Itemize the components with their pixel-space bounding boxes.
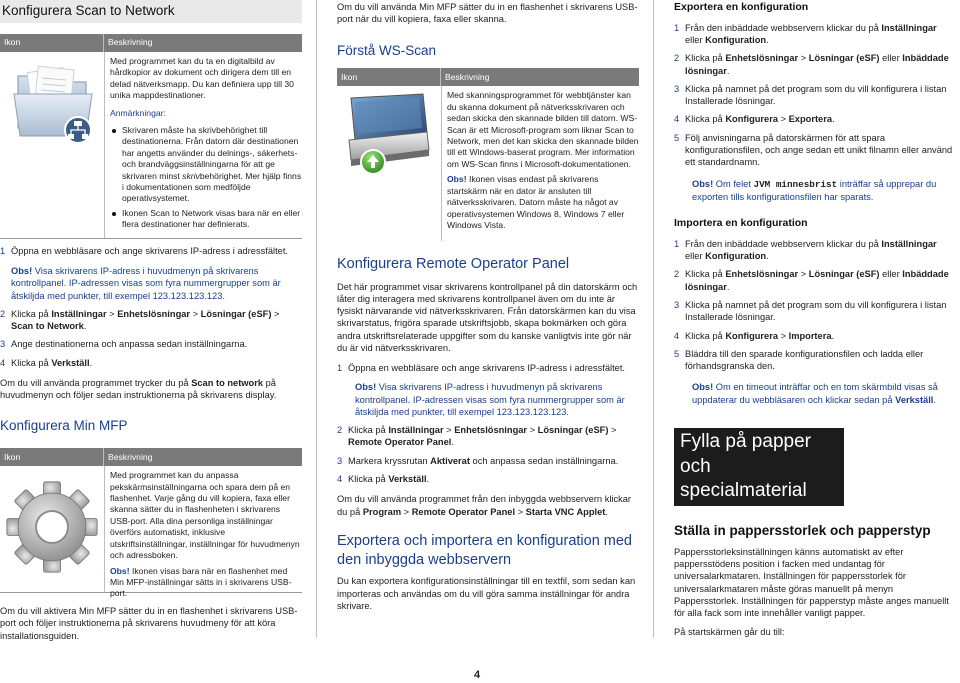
subsection-heading: Importera en konfiguration <box>674 217 808 230</box>
table-row <box>337 86 639 241</box>
column-divider <box>653 0 654 638</box>
notes-label: Anmärkningar: <box>110 107 166 118</box>
page-number: 4 <box>474 669 481 681</box>
subsection-heading: Exportera en konfiguration <box>674 1 809 13</box>
step-1: 1 Från den inbäddade webbservern klickar du på Inställningar eller Konfiguration. <box>674 22 937 46</box>
gear-icon <box>5 480 99 574</box>
section-heading: Förstå WS-Scan <box>337 42 437 58</box>
table-icon-cell <box>0 466 105 592</box>
table-desc-cell <box>442 86 639 241</box>
usage-paragraph: Om du vill använda programmet trycker du på Scan to network på huvudmenyn och följer sedan instruktionerna på skrivarens display. <box>0 377 277 401</box>
step-3: 3 Ange destinationerna och anpassa sedan inställningarna. <box>0 339 248 350</box>
export-import-paragraph: Du kan exportera konfigurationsinställningar till en textfil, som sedan kan importeras och användas om du vill göra samma inställningar för andra skrivare. <box>337 576 636 611</box>
step-3: 3 Markera kryssrutan Aktiverat och anpassa sedan inställningarna. <box>337 455 619 466</box>
chapter-banner <box>674 428 956 506</box>
column-right <box>674 0 956 639</box>
steps-list <box>337 362 639 485</box>
section-heading: Exportera och importera en konfiguration med den inbyggda webbservern <box>337 532 632 568</box>
table-header-icon: Ikon <box>0 34 104 52</box>
section-heading: Konfigurera Min MFP <box>0 418 128 434</box>
obs-note: Obs! Om en timeout inträffar och en tom skärmbild visas så uppdaterar du webbläsaren och klickar sedan på Verkställ. <box>692 382 938 405</box>
step-1: 1 Öppna en webbläsare och ange skrivarens IP-adress i adressfältet. <box>0 245 288 256</box>
step-1: 1 Från den inbäddade webbservern klickar du på Inställningar eller Konfiguration. <box>674 238 937 262</box>
column-middle <box>337 0 639 612</box>
app-description: Med skanningsprogrammet för webbtjänster kan du skanna dokument på nätverksskrivaren och sedan skicka den skannade bilden till datorn. WS-Scan är ett Microsoft-program som liknar Scan to Network, men det kan skicka den skannade bilden till ett Windows-baserat program. Mer information om WS-Scan finns i Microsoft-dokumentationen. <box>447 90 639 169</box>
obs-note: Obs! Om felet JVM minnesbrist inträffar så upprepar du exporten tills konfigurationsfilen har sparats. <box>692 178 937 202</box>
table-header-desc: Beskrivning <box>108 37 153 48</box>
table-header <box>337 68 639 86</box>
column-left <box>0 0 302 642</box>
table-row <box>0 466 302 599</box>
chapter-title: Fylla på papper och specialmaterial <box>674 428 844 506</box>
min-mfp-table <box>0 448 302 599</box>
notes-list <box>110 125 302 231</box>
import-steps <box>674 238 956 406</box>
note-item: Ikonen Scan to Network visas bara när en eller flera destinationer har definierats. <box>122 207 301 230</box>
step-4: 4 Klicka på Verkställ. <box>0 357 93 368</box>
step-5: 5 Bläddra till den sparade konfigurationsfilen och ladda eller förhandsgranska den. <box>674 348 924 372</box>
table-desc-cell <box>105 52 302 238</box>
table-row <box>0 52 302 239</box>
step-1: 1 Öppna en webbläsare och ange skrivarens IP-adress i adressfältet. <box>337 363 625 374</box>
step-4: 4 Klicka på Verkställ. <box>337 473 430 484</box>
table-header-icon: Ikon <box>337 68 441 86</box>
step-2: 2 Klicka på Enhetslösningar > Lösningar (eSF) eller Inbäddade lösningar. <box>674 269 949 292</box>
step-3: 3 Klicka på namnet på det program som du vill konfigurera i listan Installerade lösningar. <box>674 83 947 107</box>
table-header <box>0 34 302 52</box>
export-steps <box>674 22 956 203</box>
obs-note: Obs! Ikonen visas endast på skrivarens startskärm när en dator är ansluten till nätverksskrivaren. Datorn måste ha något av operativsystemen Windows 8, Windows 7 eller Windows Vista. <box>447 174 625 230</box>
table-header-desc: Beskrivning <box>445 71 490 82</box>
app-description: Med programmet kan du anpassa pekskärmsinställningarna och spara dem på en flashenhet. Varje gång du vill kopiera, faxa eller skanna sätter du in flashenheten i skrivarens USB-port. Alla dina personliga inställningar överförs automatiskt, inklusive utskriftsinställningar, inställningar för huvudmenyn och adressboken. <box>110 470 300 561</box>
step-5: 5 Följ anvisningarna på datorskärmen för att spara konfigurationsfilen, och ange sedan ett unikt filnamn eller använd ett standardnamn. <box>674 132 953 168</box>
usage-paragraph: Om du vill använda programmet från den inbyggda webbservern klickar du på Program > Remote Operator Panel > Starta VNC Applet. <box>337 494 632 517</box>
table-icon-cell <box>0 52 105 238</box>
step-2: 2 Klicka på Enhetslösningar > Lösningar (eSF) eller Inbäddade lösningar. <box>674 53 949 76</box>
note-item: Skrivaren måste ha skrivbehörighet till destinationerna. Från datorn där destinationen har angetts använder du delnings-, säkerhets- och brandväggsinställningarna för att ge skrivaren minst skrivbehörighet. Mer hjälp finns i dokumentationen som medföljde operativsystemet. <box>122 124 302 204</box>
steps-list <box>0 245 302 369</box>
step-3: 3 Klicka på namnet på det program som du vill konfigurera i listan Installerade lösningar. <box>674 299 947 323</box>
obs-note: Obs! Visa skrivarens IP-adress i huvudmenyn på skrivarens kontrollpanel. IP-adressen visas som fyra nummergrupper som är åtskiljda med punkter, till exempel 123.123.123.123. <box>355 382 625 417</box>
paper-size-paragraph: Pappersstorleksinställningen känns automatiskt av efter pappersstödens position i facken med undantag för universalarkmataren. Inställningen för pappersstorlek för universalarkmataren måste göras manuellt på menyn Pappersstorlek. Inställningen för papperstyp måste anges manuellt för alla fack som inte innehåller vanligt papper. <box>674 546 949 619</box>
home-screen-paragraph: På startskärmen går du till: <box>674 627 785 638</box>
section-heading: Konfigurera Remote Operator Panel <box>337 256 570 273</box>
step-2: 2 Klicka på Inställningar > Enhetslösningar > Lösningar (eSF) > Scan to Network. <box>0 308 280 332</box>
ws-scan-table <box>337 68 639 241</box>
table-header-icon: Ikon <box>0 448 104 466</box>
intro-paragraph: Om du vill använda Min MFP sätter du in en flashenhet i skrivarens USB-port när du vill kopiera, faxa eller skanna. <box>337 2 638 25</box>
page-section-title: Konfigurera Scan to Network <box>0 0 302 23</box>
obs-note: Obs! Visa skrivarens IP-adress i huvudmenyn på skrivarens kontrollpanel. IP-adressen visas som fyra nummergrupper som är åtskiljda med punkter, till exempel 123.123.123.123. <box>11 265 281 301</box>
folder-network-icon <box>8 58 98 146</box>
section-heading: Ställa in pappersstorlek och papperstyp <box>674 522 931 538</box>
scanner-icon <box>343 92 433 180</box>
activate-paragraph: Om du vill aktivera Min MFP sätter du in en flashenhet i skrivarens USB-port och följer instruktionerna på skrivarens huvudmeny för att köra installationsguiden. <box>0 606 298 641</box>
table-icon-cell <box>337 86 442 241</box>
obs-note: Obs! Ikonen visas bara när en flashenhet med Min MFP-inställningar sätts in i skrivarens USB-port. <box>110 565 292 599</box>
column-divider <box>316 0 317 638</box>
app-description: Med programmet kan du ta en digitalbild av hårdkopior av dokument och dirigera dem till en delad nätverksmapp. Du kan definiera upp till 30 unika mappdestinationer. <box>110 55 294 101</box>
step-2: 2 Klicka på Inställningar > Enhetslösningar > Lösningar (eSF) > Remote Operator Panel. <box>337 425 617 448</box>
table-header <box>0 448 302 466</box>
scan-to-network-table <box>0 34 302 239</box>
table-desc-cell <box>105 466 302 599</box>
table-header-desc: Beskrivning <box>108 451 153 462</box>
step-4: 4 Klicka på Konfigurera > Importera. <box>674 330 835 341</box>
remote-panel-paragraph: Det här programmet visar skrivarens kontrollpanel på din datorskärm och låter dig interagera med skrivarens kontrollpanel även om du inte är fysiskt närvarande vid nätverksskrivaren. Från datorskärmen kan du visa skrivarstatus, frigöra sparade utskriftsjobb, skapa bokmärken och göra andra utskriftsrelaterade uppgifter som du kanske vanligtvis inte gör när du är vid nätverksskrivaren. <box>337 281 638 353</box>
step-4: 4 Klicka på Konfigurera > Exportera. <box>674 114 835 125</box>
